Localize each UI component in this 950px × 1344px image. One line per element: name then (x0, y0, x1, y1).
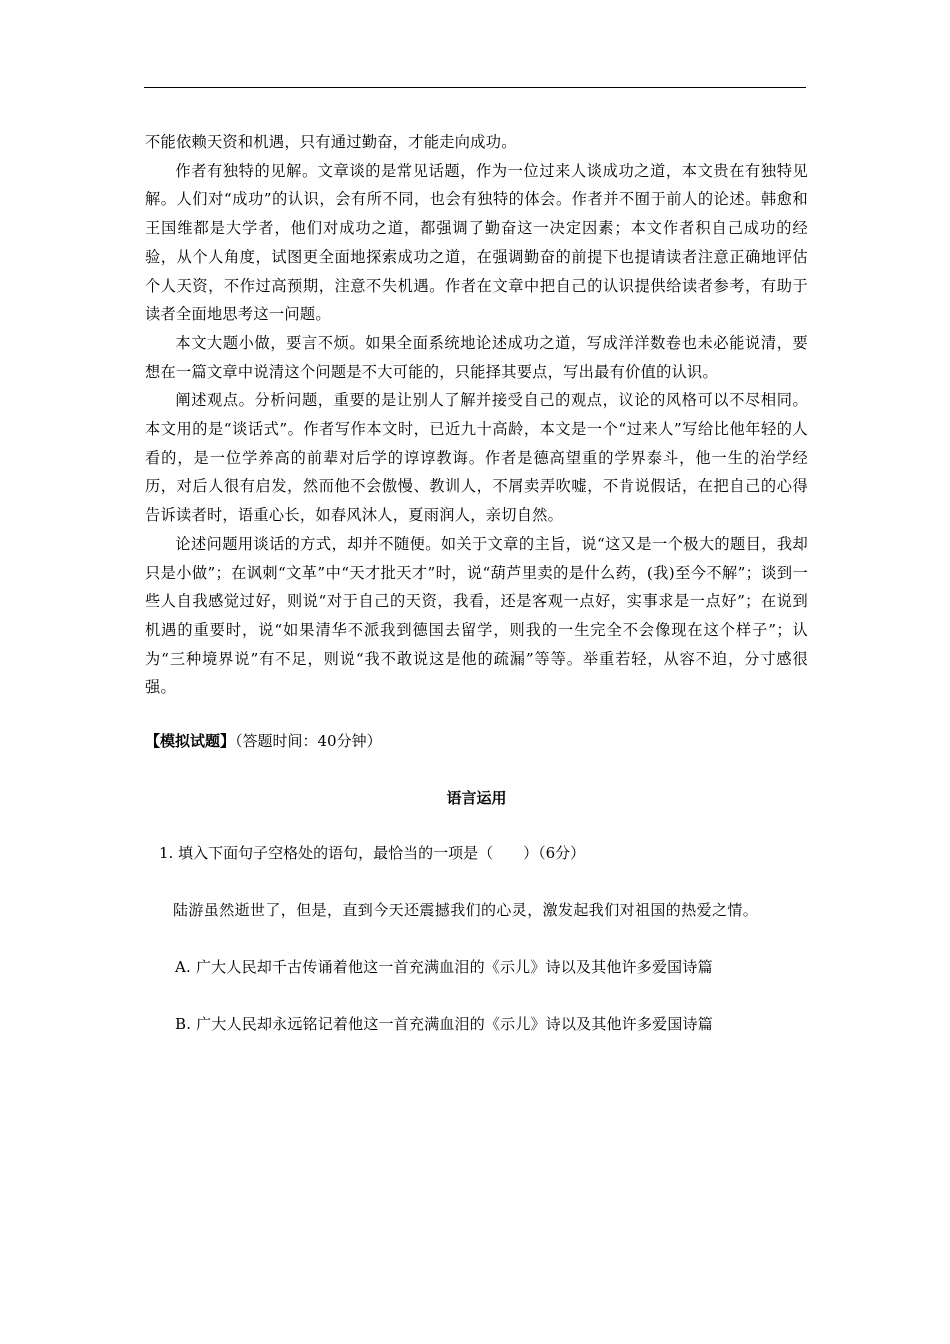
paragraph: 阐述观点。分析问题，重要的是让别人了解并接受自己的观点，议论的风格可以不尽相同。本文用的是“谈话式”。作者写作本文时，已近九十高龄，本文是一个“过来人”写给比他年轻的人看的，是一位学养高的前辈对后学的谆谆教诲。作者是德高望重的学界泰斗，他一生的治学经历，对后人很有启发，然而他不会傲慢、教训人，不屑卖弄吹嘘，不肯说假话，在把自己的心得告诉读者时，语重心长，如春风沐人，夏雨润人，亲切自然。 (145, 391, 808, 525)
section-label: 【模拟试题】 (145, 732, 236, 751)
question-text: 1. 填入下面句子空格处的语句，最恰当的一项是（ ）（6分） (159, 844, 586, 863)
section-title (145, 727, 808, 755)
paragraph: 不能依赖天资和机遇，只有通过勤奋，才能走向成功。 (145, 133, 517, 151)
paragraph: 作者有独特的见解。文章谈的是常见话题，作为一位过来人谈成功之道，本文贵在有独特见解。人们对“成功”的认识，会有所不同，也会有独特的体会。作者并不囿于前人的论述。韩愈和王国维都是大学者，他们对成功之道，都强调了勤奋这一决定因素；本文作者积自己成功的经验，从个人角度，试图更全面地探索成功之道，在强调勤奋的前提下也提请读者注意正确地评估个人天资，不作过高预期，注意不失机遇。作者在文章中把自己的认识提供给读者参考，有助于读者全面地思考这一问题。 (145, 161, 808, 324)
section-note: （答题时间：40分钟） (235, 732, 382, 751)
section-heading: 语言运用 (446, 789, 507, 808)
header-rule (144, 87, 806, 88)
option-a: A. 广大人民却千古传诵着他这一首充满血泪的《示儿》诗以及其他许多爱国诗篇 (175, 958, 713, 977)
document-body (145, 128, 808, 1038)
paragraph: 本文大题小做，要言不烦。如果全面系统地论述成功之道，写成洋洋数卷也未必能说清，要想在一篇文章中说清这个问题是不大可能的，只能择其要点，写出最有价值的认识。 (145, 333, 808, 381)
option-b: B. 广大人民却永远铭记着他这一首充满血泪的《示儿》诗以及其他许多爱国诗篇 (175, 1015, 713, 1034)
question-stem: 陆游虽然逝世了，但是，直到今天还震撼我们的心灵，激发起我们对祖国的热爱之情。 (173, 901, 759, 920)
paragraph: 论述问题用谈话的方式，却并不随便。如关于文章的主旨，说“这又是一个极大的题目，我却只是小做”；在讽刺“文革”中“天才批天才”时，说“葫芦里卖的是什么药，(我)至今不解”；谈到一些人自我感觉过好，则说“对于自己的天资，我看，还是客观一点好，实事求是一点好”；在说到机遇的重要时，说“如果清华不派我到德国去留学，则我的一生完全不会像现在这个样子”；认为“三种境界说”有不足，则说“我不敢说这是他的疏漏”等等。举重若轻，从容不迫，分寸感很强。 (145, 534, 808, 697)
